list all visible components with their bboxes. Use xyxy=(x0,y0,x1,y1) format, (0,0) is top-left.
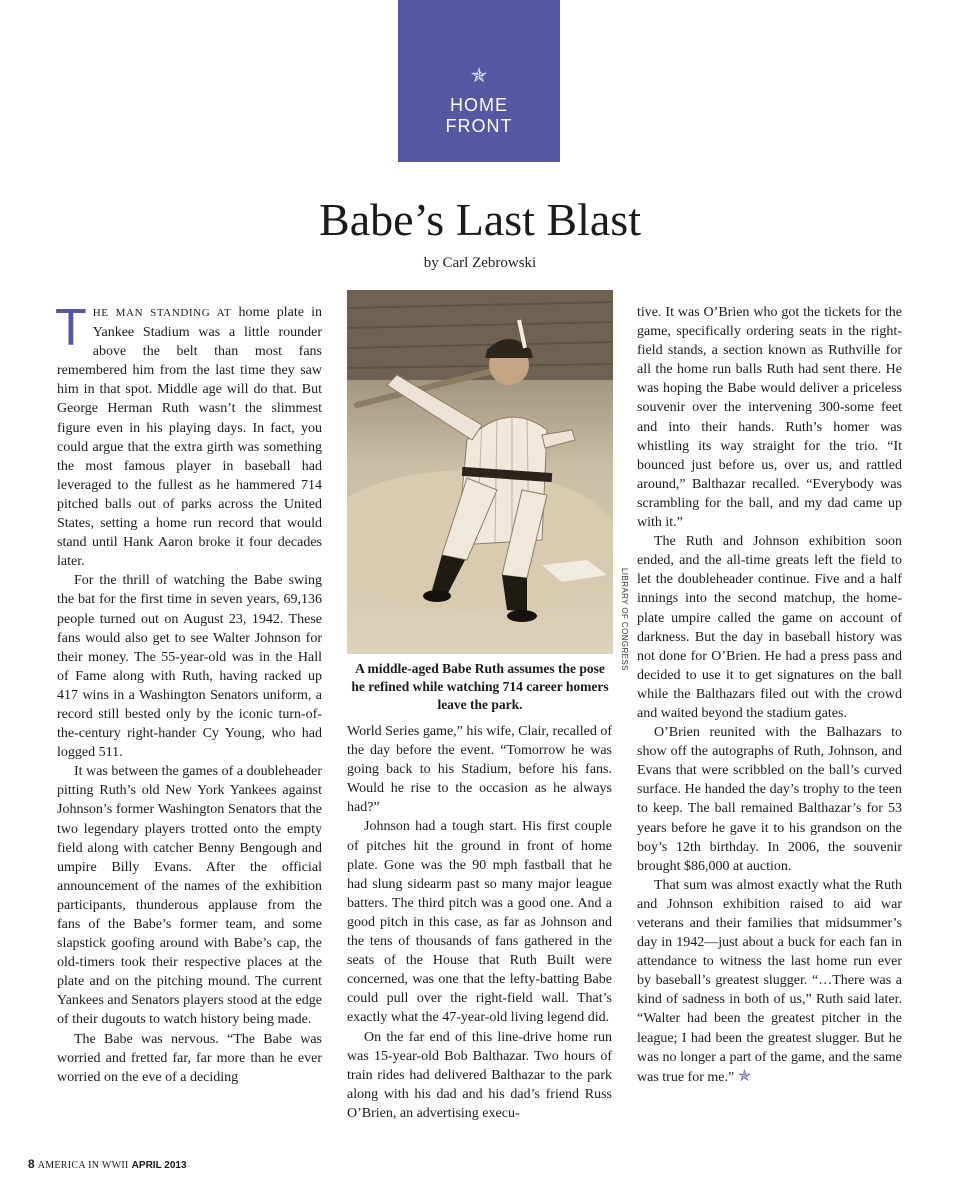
paragraph: On the far end of this line-drive home run was 15-year-old Bob Balthazar. Two hours of train rides had delivered Balthazar to the park along with his dad and his dad’s friend Russ O’Brien, an advertising execu- xyxy=(347,1029,612,1121)
paragraph: It was between the games of a doubleheader pitting Ruth’s old New York Yankees against Johnson’s former Washington Senators that the two legendary players trotted onto the empty field along with catcher Benny Bengough and umpire Billy Evans. After the official announcement of the names of the exhibition participants, thunderous applause from the fans of the Babe’s former team, and some slapstick goofing around with Babe’s cap, the old-timers took their respective places at the plate and on the pitching mound. The current Yankees and Senators players stood at the edge of their dugouts to watch history being made. xyxy=(57,764,322,1028)
paragraph: The Ruth and Johnson exhibition soon ended, and the all-time greats left the field to let the doubleheader continue. Five and a half innings into the second matchup, the home-plate umpire called the game on account of darkness. But the day in baseball history was not done for O’Brien. He had a press pass and decided to use it to get signatures on the ball while the Balthazars filed out with the crowd and waited beyond the stadium gates. xyxy=(637,534,902,721)
page-footer xyxy=(28,1157,187,1173)
article-column-1 xyxy=(55,299,322,1087)
paragraph-continued: tive. It was O’Brien who got the tickets for the game, specifically ordering seats in the right-field stands, a section known as Ruthville for all the home run balls Ruth had sent there. He was hoping the Babe would deliver a priceless souvenir over the intervening 300-some feet and into their hands. Ruth’s homer was whistling its way straight for the trio. “It bounced just before us, over us, and rattled around,” Balthazar recalled. “Everybody was scrambling for the ball, and my dad came up with it.” xyxy=(637,305,902,531)
photo-credit: LIBRARY OF CONGRESS xyxy=(620,568,629,671)
drop-cap: T xyxy=(55,299,87,357)
section-tab xyxy=(398,0,560,162)
section-label-line1: HOME xyxy=(450,95,508,115)
paragraph: Johnson had a tough start. His first couple of pitches hit the ground in front of home plate. Gone was the 90 mph fastball that he had slung sidearm past so many major league batters. The third pitch was a good one. And a good pitch in this case, as far as Johnson and the tens of thousands of fans gathered in the seats of the House that Ruth Built were concerned, was one that the lefty-batting Babe could pull over the right-field wall. That’s exactly what the 47-year-old living legend did. xyxy=(347,819,612,1026)
paragraph: The Babe was nervous. “The Babe was worried and fretted far, far more than he ever worried on the eve of a deciding xyxy=(57,1031,322,1085)
article-title: Babe’s Last Blast xyxy=(319,194,641,245)
photo-caption: A middle-aged Babe Ruth assumes the pose he refined while watching 714 career homers leave the park. xyxy=(351,661,609,712)
article-column-3 xyxy=(637,303,902,1087)
lead-paragraph xyxy=(55,299,322,571)
closing-paragraph xyxy=(637,876,902,1087)
paragraph-continued: World Series game,” his wife, Clair, recalled of the day before the event. “Tomorrow he was going back to his Stadium, before his fans. Would he rise to the occasion as he always had?” xyxy=(347,724,612,816)
end-star-icon: ✯ xyxy=(737,1067,752,1085)
paragraph: For the thrill of watching the Babe swing the bat for the first time in seven years, 69,136 people turned out on August 23, 1942. These fans would also get to see Walter Johnson for their money. The 55-year-old was in the Hall of Fame along with Ruth, having racked up 417 wins in a Washington Senators uniform, a record still bested only by the iconic turn-of-the-century right-hander Cy Young, who had logged 511. xyxy=(57,573,322,761)
star-icon: ✯ xyxy=(470,65,488,87)
babe-ruth-illustration xyxy=(347,290,613,654)
babe-ruth-photo xyxy=(347,290,613,654)
issue-date: APRIL 2013 xyxy=(131,1160,187,1171)
byline: by Carl Zebrowski xyxy=(423,255,537,271)
lead-smallcaps: HE MAN STANDING AT xyxy=(92,307,232,319)
article-column-2 xyxy=(347,722,612,1123)
magazine-name: AMERICA IN WWII xyxy=(37,1160,129,1171)
closing-text: That sum was almost exactly what the Ruth and Johnson exhibition raised to aid war veterans and their families that midsummer’s day in 1942—just about a buck for each fan in attendance to witness the last home run ever by baseball’s greatest slugger. “…There was a kind of sadness in both of us,” Ruth said later. “Walter had been the greatest pitcher in the league; I had been the greatest slugger. But he was no longer a part of the game, and the same was true for me.” xyxy=(637,877,902,1085)
lead-text: home plate in Yankee Stadium was a little rounder above the belt than most fans remembered him from the last time they saw him in that spot. Middle age will do that. But George Herman Ruth wasn’t the slimmest figure even in his playing days. In fact, you could argue that the extra girth was something the most famous player in baseball had leveraged to the fullest as he hammered 714 pitched balls out of parks across the United States, setting a home run record that would stand until Hank Aaron broke it four decades later. xyxy=(57,305,322,570)
paragraph: O’Brien reunited with the Balhazars to show off the autographs of Ruth, Johnson, and Evans that were scribbled on the ball’s curved surface. He handed the day’s trophy to the teen to keep. The ball remained Balthazar’s for 53 years before he gave it to his grandson on the boy’s 12th birthday. In 2006, the souvenir brought $86,000 at auction. xyxy=(637,725,902,874)
page-number: 8 xyxy=(28,1157,35,1171)
section-label-line2: FRONT xyxy=(445,116,513,136)
